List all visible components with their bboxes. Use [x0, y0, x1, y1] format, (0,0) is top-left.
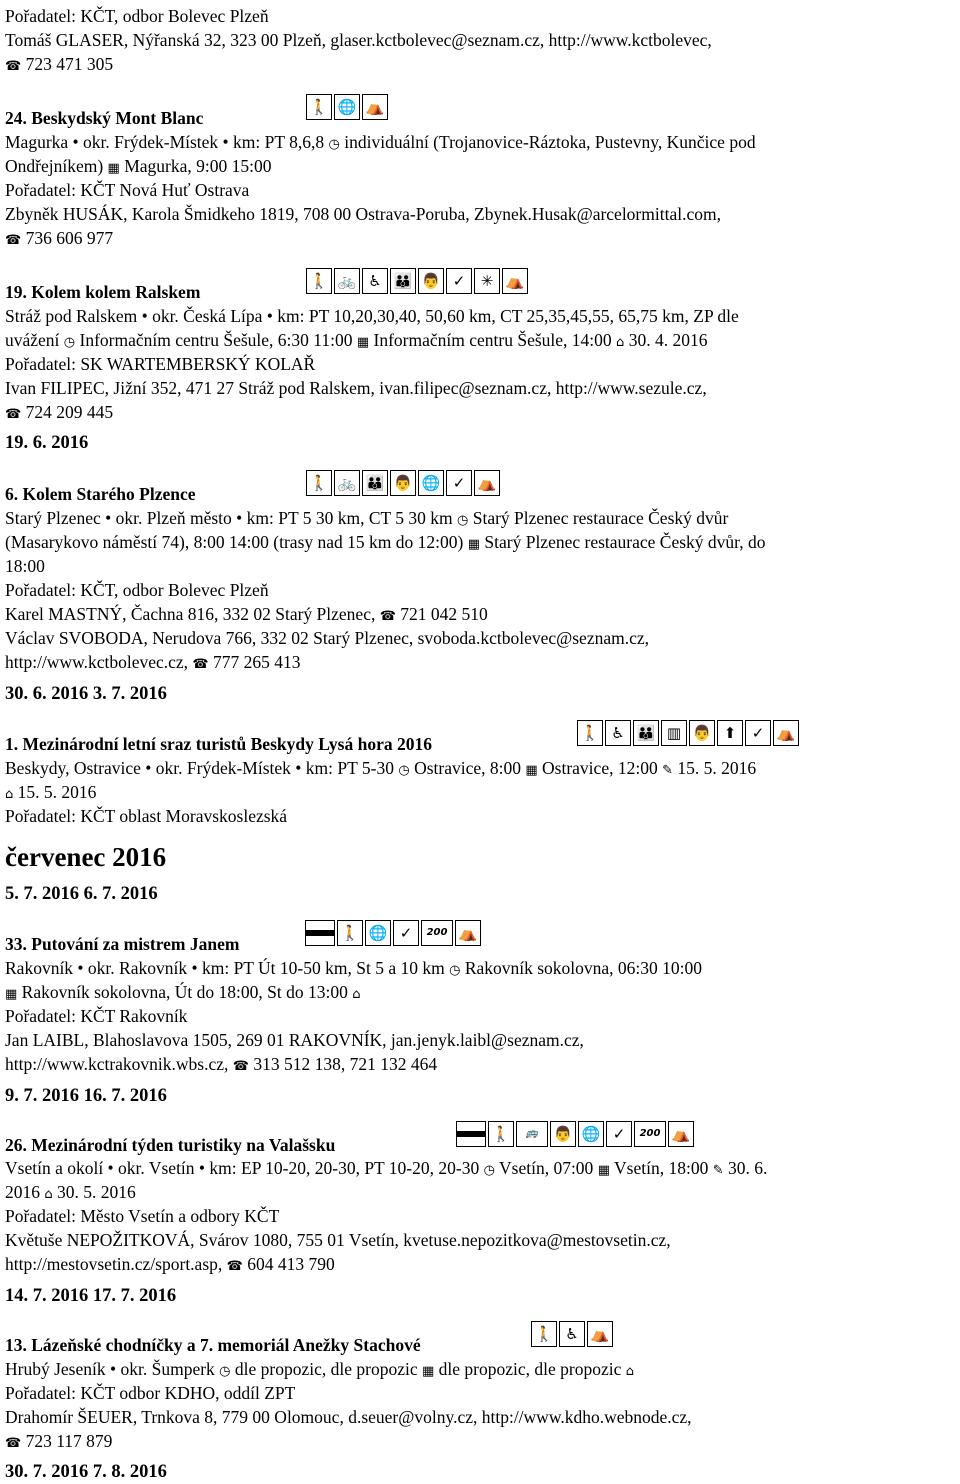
home-icon: ⌂	[616, 335, 625, 350]
pencil-icon: ✎	[712, 1163, 724, 1178]
distance-200-icon: 200	[421, 920, 453, 946]
date-heading: 5. 7. 2016 6. 7. 2016	[5, 884, 158, 904]
event-info	[5, 756, 756, 783]
event-title: 1. Mezinárodní letní sraz turistů Beskydy Lysá hora 2016	[5, 734, 432, 754]
event-info	[5, 956, 702, 983]
badge-icon: ✓	[393, 920, 419, 946]
home-icon: ⌂	[352, 987, 361, 1002]
contact-line: Květuše NEPOŽITKOVÁ, Svárov 1080, 755 01 Vsetín, kvetuse.nepozitkova@mestovsetin.cz,	[5, 1230, 671, 1250]
clock-icon: ◷	[483, 1163, 495, 1178]
children-icon: 👪	[390, 268, 416, 294]
event-title: 33. Putování za mistrem Janem	[5, 934, 240, 954]
phone-line	[5, 226, 113, 253]
tent-icon: ⛺	[773, 720, 799, 746]
globe-icon: 🌐	[578, 1121, 604, 1147]
phone-number: 721 042 510	[400, 604, 488, 624]
contact-line: Ivan FILIPEC, Jižní 352, 471 27 Stráž pod Ralskem, ivan.filipec@seznam.cz, http://www.sezule.cz,	[5, 378, 707, 398]
event-icons	[306, 268, 528, 296]
finish-flag-icon: ▦	[356, 335, 370, 350]
event-icons	[531, 1321, 613, 1349]
event-title: 24. Beskydský Mont Blanc	[5, 108, 204, 128]
home-icon: ⌂	[44, 1187, 53, 1202]
globe-icon: 🌐	[365, 920, 391, 946]
phone-icon: ☎	[5, 407, 22, 422]
phone-icon: ☎	[5, 1436, 22, 1451]
phone-number: 313 512 138, 721 132 464	[253, 1054, 438, 1074]
clock-icon: ◷	[449, 963, 461, 978]
event-icons	[305, 920, 481, 948]
phone-number: 736 606 977	[25, 228, 114, 248]
location: Stráž pod Ralskem • okr. Česká Lípa • km: PT 10,20,30,40, 50,60 km, CT 25,35,45,55, 65,75 km, ZP dle	[5, 306, 739, 326]
phone-icon: ☎	[192, 657, 209, 672]
event-info	[5, 530, 766, 557]
date-heading: 30. 6. 2016 3. 7. 2016	[5, 684, 167, 704]
location: Beskydy, Ostravice • okr. Frýdek-Místek • km: PT 5-30	[5, 758, 394, 778]
deadline: 30. 5. 2016	[57, 1182, 136, 1202]
finish-info: Starý Plzenec restaurace Český dvůr, do	[484, 532, 766, 552]
contact-line	[5, 602, 488, 629]
tent-icon: ⛺	[502, 268, 528, 294]
event-title: 26. Mezinárodní týden turistiky na Valašsku	[5, 1135, 336, 1155]
phone-line	[5, 52, 113, 79]
start-info: Ostravice, 8:00	[414, 758, 521, 778]
registration-date: 30. 6.	[728, 1158, 768, 1178]
lookout-icon: ⬆	[717, 720, 743, 746]
event-icons	[456, 1121, 694, 1149]
route-bar-icon	[305, 920, 335, 946]
contact-line: Drahomír ŠEUER, Trnkova 8, 779 00 Olomouc, d.seuer@volny.cz, http://www.kdho.webnode.cz,	[5, 1407, 692, 1427]
tent-icon: ⛺	[474, 470, 500, 496]
deadline: 15. 5. 2016	[17, 782, 97, 802]
start-info: Ondřejníkem)	[5, 156, 104, 176]
event-info	[5, 130, 756, 157]
family-icon: 👨	[390, 470, 416, 496]
start-info: Starý Plzenec restaurace Český dvůr	[472, 508, 729, 528]
badge-icon: ✓	[745, 720, 771, 746]
organizer-line: Pořadatel: KČT, odbor Bolevec Plzeň	[5, 6, 269, 26]
event-icons	[577, 720, 799, 748]
phone-number: 724 209 445	[25, 402, 114, 422]
organizer-line: Pořadatel: KČT odbor KDHO, oddíl ZPT	[5, 1383, 296, 1403]
event-info	[5, 1180, 136, 1207]
family-icon: 👨	[550, 1121, 576, 1147]
start-info: dle propozic, dle propozic	[234, 1359, 418, 1379]
family-icon: 👨	[418, 268, 444, 294]
contact-line	[5, 1252, 335, 1279]
contact-text: http://www.kctrakovnik.wbs.cz,	[5, 1054, 229, 1074]
start-info: uvážení	[5, 330, 60, 350]
badge-icon: ✓	[606, 1121, 632, 1147]
phone-line	[5, 400, 113, 427]
hiker-icon: 🚶	[337, 920, 363, 946]
tent-icon: ⛺	[668, 1121, 694, 1147]
date-heading: 14. 7. 2016 17. 7. 2016	[5, 1286, 177, 1306]
contact-line: Zbyněk HUSÁK, Karola Šmidkeho 1819, 708 00 Ostrava-Poruba, Zbynek.Husak@arcelormittal.com,	[5, 204, 721, 224]
contact-line	[5, 1052, 437, 1079]
finish-info: 18:00	[5, 556, 45, 576]
finish-flag-icon: ▦	[107, 161, 120, 176]
contact-line: Tomáš GLASER, Nýřanská 32, 323 00 Plzeň, glaser.kctbolevec@seznam.cz, http://www.kctbolevec,	[5, 30, 712, 50]
finish-info: dle propozic, dle propozic	[438, 1359, 622, 1379]
route-bar-icon	[456, 1121, 486, 1147]
date-heading: 9. 7. 2016 16. 7. 2016	[5, 1086, 167, 1106]
hiker-icon: 🚶	[577, 720, 603, 746]
location: Hrubý Jeseník • okr. Šumperk	[5, 1359, 215, 1379]
tent-icon: ⛺	[455, 920, 481, 946]
date-heading: 19. 6. 2016	[5, 433, 89, 453]
event-icons	[306, 470, 500, 498]
event-info	[5, 1156, 767, 1183]
clock-icon: ◷	[457, 513, 469, 528]
finish-flag-icon: ▦	[525, 763, 538, 778]
registration-date: 2016	[5, 1182, 40, 1202]
wheelchair-icon: ♿	[559, 1321, 585, 1347]
location: Vsetín a okolí • okr. Vsetín • km: EP 10-20, 20-30, PT 10-20, 20-30	[5, 1158, 480, 1178]
start-info: individuální (Trojanovice-Ráztoka, Pustevny, Kunčice pod	[344, 132, 756, 152]
finish-flag-icon: ▦	[5, 987, 18, 1002]
start-info: Rakovník sokolovna, 06:30 10:00	[464, 958, 703, 978]
wheelchair-icon: ♿	[605, 720, 631, 746]
date-heading: 30. 7. 2016 7. 8. 2016	[5, 1462, 167, 1482]
event-info	[5, 980, 361, 1007]
location: Magurka • okr. Frýdek-Místek • km: PT 8,6,8	[5, 132, 325, 152]
finish-flag-icon: ▦	[597, 1163, 610, 1178]
hiker-icon: 🚶	[488, 1121, 514, 1147]
home-icon: ⌂	[625, 1364, 635, 1379]
phone-number: 723 471 305	[25, 54, 114, 74]
children-icon: 👪	[362, 470, 388, 496]
location: Starý Plzenec • okr. Plzeň město • km: PT 5 30 km, CT 5 30 km	[5, 508, 453, 528]
finish-flag-icon: ▦	[421, 1364, 435, 1379]
phone-number: 777 265 413	[213, 652, 301, 672]
phone-icon: ☎	[5, 59, 22, 74]
map-icon: ▥	[661, 720, 687, 746]
badge-icon: ✓	[446, 470, 472, 496]
deadline: 30. 4. 2016	[628, 330, 708, 350]
phone-icon: ☎	[379, 609, 396, 624]
contact-text: http://mestovsetin.cz/sport.asp,	[5, 1254, 223, 1274]
finish-info: Magurka, 9:00 15:00	[124, 156, 272, 176]
globe-icon: 🌐	[334, 94, 360, 120]
contact-text: http://www.kctbolevec.cz,	[5, 652, 189, 672]
distance-200-icon: 200	[634, 1121, 666, 1147]
badge-icon: ✓	[446, 268, 472, 294]
event-title: 13. Lázeňské chodníčky a 7. memoriál Anežky Stachové	[5, 1335, 421, 1355]
phone-number: 723 117 879	[25, 1431, 113, 1451]
hiker-icon: 🚶	[306, 268, 332, 294]
nordic-walking-icon: ✳	[474, 268, 500, 294]
organizer-line: Pořadatel: KČT oblast Moravskoslezská	[5, 806, 288, 826]
start-info: Vsetín, 07:00	[499, 1158, 594, 1178]
contact-line: Jan LAIBL, Blahoslavova 1505, 269 01 RAKOVNÍK, jan.jenyk.laibl@seznam.cz,	[5, 1030, 584, 1050]
contact-text: Karel MASTNÝ, Čachna 816, 332 02 Starý Plzenec,	[5, 604, 376, 624]
location: Rakovník • okr. Rakovník • km: PT Út 10-50 km, St 5 a 10 km	[5, 958, 445, 978]
event-info	[5, 506, 728, 533]
start-info: (Masarykovo náměstí 74), 8:00 14:00 (trasy nad 15 km do 12:00)	[5, 532, 464, 552]
finish-flag-icon: ▦	[467, 537, 481, 552]
hiker-icon: 🚶	[531, 1321, 557, 1347]
contact-line	[5, 650, 301, 677]
bicycle-icon: 🚲	[334, 268, 360, 294]
start-info: Informačním centru Šešule, 6:30 11:00	[79, 330, 353, 350]
hiker-icon: 🚶	[306, 470, 332, 496]
children-icon: 👪	[633, 720, 659, 746]
event-icons	[306, 94, 388, 122]
phone-line	[5, 1429, 112, 1456]
organizer-line: Pořadatel: SK WARTEMBERSKÝ KOLAŘ	[5, 354, 316, 374]
organizer-line: Pořadatel: Město Vsetín a odbory KČT	[5, 1206, 280, 1226]
tent-icon: ⛺	[587, 1321, 613, 1347]
finish-info: Informačním centru Šešule, 14:00	[373, 330, 612, 350]
organizer-line: Pořadatel: KČT Nová Huť Ostrava	[5, 180, 250, 200]
organizer-line: Pořadatel: KČT Rakovník	[5, 1006, 188, 1026]
registration-date: 15. 5. 2016	[677, 758, 757, 778]
pencil-icon: ✎	[662, 763, 673, 778]
wheelchair-icon: ♿	[362, 268, 388, 294]
bus-icon: 🚌	[516, 1121, 548, 1147]
phone-icon: ☎	[232, 1059, 249, 1074]
contact-line: Václav SVOBODA, Nerudova 766, 332 02 Starý Plzenec, svoboda.kctbolevec@seznam.cz,	[5, 628, 649, 648]
finish-info: Ostravice, 12:00	[542, 758, 658, 778]
organizer-line: Pořadatel: KČT, odbor Bolevec Plzeň	[5, 580, 269, 600]
tent-icon: ⛺	[362, 94, 388, 120]
event-title: 19. Kolem kolem Ralskem	[5, 282, 201, 302]
finish-info: Rakovník sokolovna, Út do 18:00, St do 13:00	[21, 982, 348, 1002]
phone-icon: ☎	[226, 1259, 243, 1274]
finish-info: Vsetín, 18:00	[614, 1158, 709, 1178]
clock-icon: ◷	[219, 1364, 231, 1379]
event-info	[5, 780, 96, 807]
home-icon: ⌂	[5, 787, 14, 802]
clock-icon: ◷	[63, 335, 76, 350]
month-heading: červenec 2016	[5, 842, 167, 872]
event-info	[5, 154, 272, 181]
event-title: 6. Kolem Starého Plzence	[5, 484, 196, 504]
clock-icon: ◷	[328, 137, 340, 152]
globe-icon: 🌐	[418, 470, 444, 496]
phone-number: 604 413 790	[247, 1254, 335, 1274]
hiker-icon: 🚶	[306, 94, 332, 120]
clock-icon: ◷	[398, 763, 410, 778]
event-info	[5, 1357, 634, 1384]
phone-icon: ☎	[5, 233, 22, 248]
family-icon: 👨	[689, 720, 715, 746]
event-info	[5, 328, 707, 355]
bicycle-icon: 🚲	[334, 470, 360, 496]
